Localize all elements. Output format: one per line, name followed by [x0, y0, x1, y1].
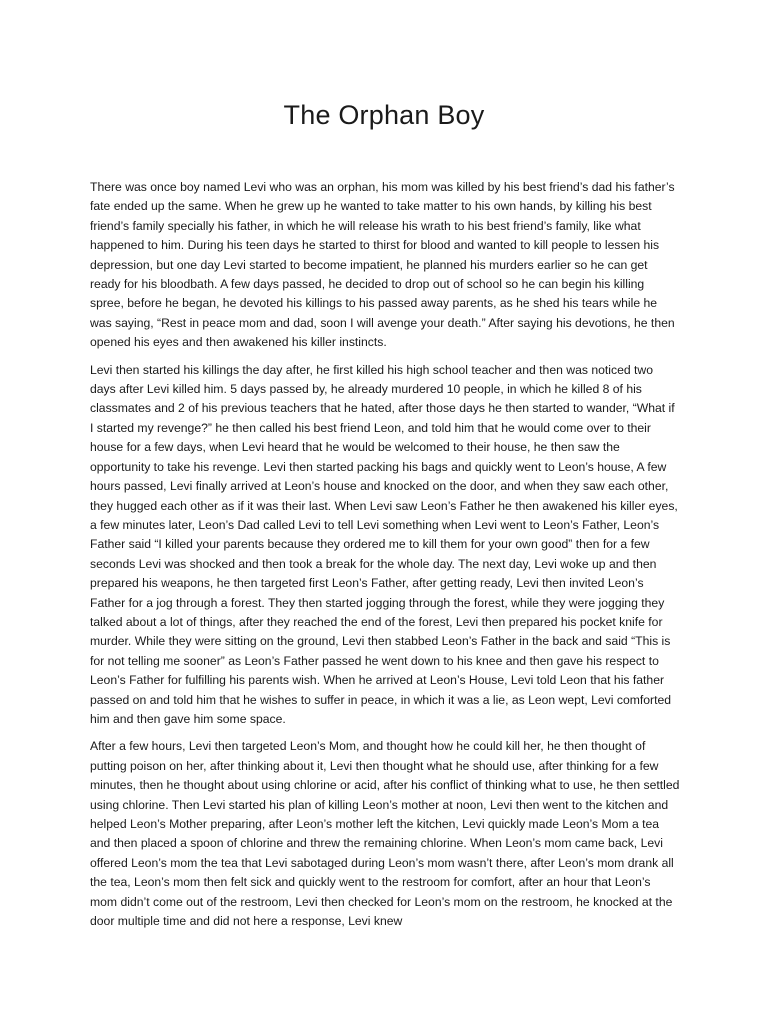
- paragraph-2: Levi then started his killings the day after, he first killed his high school teacher and then was noticed two days after Levi killed him. 5 days passed by, he already murdered 10 people, in which he killed 8 of his classmates and 2 of his previous teachers that he hated, after those days he then started to wander, “What if I started my revenge?” he then called his best friend Leon, and told him that he would come over to their house for a few days, when Levi heard that he would be welcomed to their house, he then saw the opportunity to take his revenge. Levi then started packing his bags and quickly went to Leon’s house, A few hours passed, Levi finally arrived at Leon’s house and knocked on the door, and when they saw each other, they hugged each other as if it was their last. When Levi saw Leon’s Father he then awakened his killer eyes, a few minutes later, Leon’s Dad called Levi to tell Levi something when Levi went to Leon’s Father, Leon’s Father said “I killed your parents because they ordered me to kill them for your own good” then for a few seconds Levi was shocked and then took a break for the whole day. The next day, Levi woke up and then prepared his weapons, he then targeted first Leon’s Father, after getting ready, Levi then invited Leon’s Father for a jog through a forest. They then started jogging through the forest, while they were jogging they talked about a lot of things, after they reached the end of the forest, Levi then prepared his pocket knife for murder. While they were sitting on the ground, Levi then stabbed Leon’s Father in the back and said “This is for not telling me sooner” as Leon’s Father passed he went down to his knee and then gave his respect to Leon’s Father for fulfilling his parents wish. When he arrived at Leon’s House, Levi told Leon that his father passed on and told him that he wishes to suffer in peace, in which it was a lie, as Leon wept, Levi comforted him and then gave him some space.: [90, 362, 678, 726]
- paragraph-1: There was once boy named Levi who was an orphan, his mom was killed by his best friend’s dad his father’s fate ended up the same. When he grew up he wanted to take matter to his own hands, by killing his best friend’s family specially his father, in which he will release his wrath to his best friend’s family, like what happened to him. During his teen days he started to thirst for blood and wanted to kill people to lessen his depression, but one day Levi started to become impatient, he planned his murders earlier so he can get ready for his bloodbath. A few days passed, he decided to drop out of school so he can begin his killing spree, before he began, he devoted his killings to his passed away parents, as he shed his tears while he was saying, “Rest in peace mom and dad, soon I will avenge your death.” After saying his devotions, he then opened his eyes and then awakened his killer instincts.: [90, 180, 675, 350]
- document-body: [90, 178, 680, 939]
- document-title: The Orphan Boy: [283, 100, 485, 130]
- paragraph-3: After a few hours, Levi then targeted Leon’s Mom, and thought how he could kill her, he then thought of putting poison on her, after thinking about it, Levi then thought what he should use, after thinking for a few minutes, then he thought about using chlorine or acid, after his conflict of thinking what to use, he then settled using chlorine. Then Levi started his plan of killing Leon’s mother at noon, Levi then went to the kitchen and helped Leon’s Mother preparing, after Leon’s mother left the kitchen, Levi quickly made Leon’s Mom a tea and then placed a spoon of chlorine and threw the remaining chlorine. When Leon’s mom came back, Levi offered Leon’s mom the tea that Levi sabotaged during Leon’s mom wasn’t there, after Leon’s mom drank all the tea, Leon’s mom then felt sick and quickly went to the restroom for comfort, after an hour that Leon’s mom didn’t come out of the restroom, Levi then checked for Leon’s mom on the restroom, he knocked at the door multiple time and did not here a response, Levi knew: [90, 739, 680, 929]
